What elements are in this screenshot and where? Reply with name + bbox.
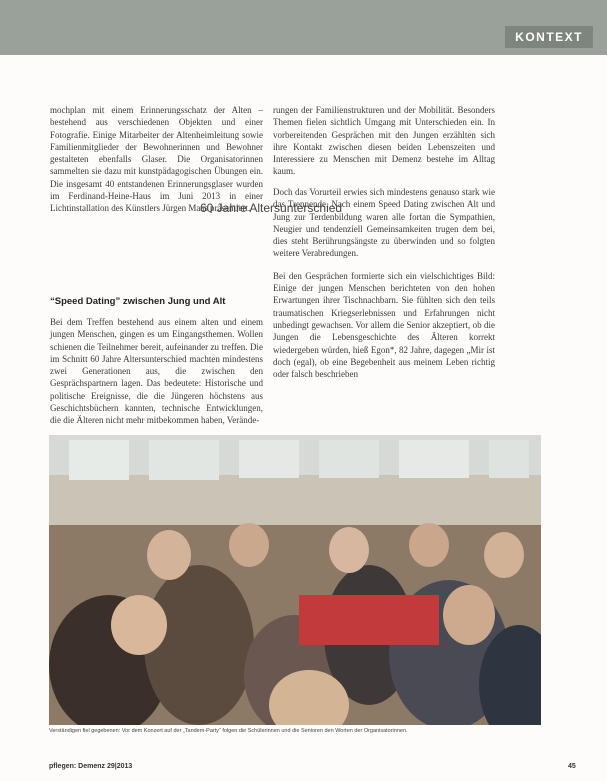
article-subheading: 60 Jahre Altersunterschied	[200, 201, 343, 215]
section-header-bar	[0, 0, 607, 55]
article-column-right-continued	[273, 186, 495, 390]
section-paragraph: Bei dem Treffen bestehend aus einem alten und einem jungen Menschen, gingen es um Eingangsthemen. Wollen schienen die Teilnehmer bereit, aufeinander zu treffen. Die im Schnitt 60 Jahre Altersunterschied machten mindestens zwei Generationen aus, die zwischen den Gesprächspartnern lagen. Das bedeutete: Historische und politische Ereignisse, die die Jüngeren höchstens aus Geschichtsbüchern kannten, technische Entwicklungen, die die Älteren nicht mehr mitbekommen haben, Verände-	[50, 317, 263, 426]
event-photo	[49, 435, 541, 725]
paragraph-2: Doch das Vorurteil erwies sich mindestens genauso stark wie das Trennende. Nach einem Speed Dating zwischen Alt und Jung zur Terdenbildung waren alle fortan die Sympathien, Neugier und tendenziell Gemeinsamkeiten trugen dem bei, dies steht Berührungsängste zu überwinden und so folgten weitere Verabredungen.	[273, 187, 495, 259]
photo-illustration	[49, 435, 541, 725]
article-column-left	[50, 104, 263, 215]
page-body	[0, 55, 607, 781]
section-heading: “Speed Dating” zwischen Jung und Alt	[50, 296, 226, 307]
article-intro: mochplan mit einem Erinnerungsschatz der Alten – bestehend aus verschiedenen Objekten und einer Fotografie. Einige Mitarbeiter der Altenheimleitung sowie Familienmitglieder der Bewohnerinnen und Bewohner gestalteten ebenfalls Glaser. Die Organisatorinnen sammelten sie dazu mit kunstpädagogischen Übungen ein. Die insgesamt 40 entstandenen Erinnerungsglaser wurden im Ferdinand-Heine-Haus im Juni 2013 in einer Lichtinstallation des Künstlers Jürgen Maas präsentiert.	[50, 105, 263, 214]
magazine-issue: pflegen: Demenz 29|2013	[49, 763, 133, 770]
paragraph-3: Bei den Gesprächen formierte sich ein vielschichtiges Bild: Einige der jungen Menschen berichteten von den hohen Erwartungen ihrer Tischnachbarn. Sie fühlten sich den teils traumatischen Kriegserlebnissen und Erfahrungen nicht unbedingt gewachsen. Vor allem die Senior akzeptiert, ob die Jungen die Lebensgeschichte des Älteren korrekt wiedergeben würden, hieß Egon*, 82 Jahre, dagegen „Mir ist doch (egal), ob eine Begebenheit aus meinem Leben richtig oder falsch beschrieben	[273, 270, 495, 380]
paragraph-1: rungen der Familienstrukturen und der Mobilität. Besonders Themen fielen sichtlich Umgang mit Unterschieden ein. In vorbereitenden Gesprächen mit den Jungen erzählten sich ihre Kontakt zwischen diesen beiden Lebenszeiten und Interessiere zu Menschen mit Demenz bestehe im Alltag kaum.	[273, 105, 495, 177]
article-column-right	[273, 104, 495, 188]
section-tab: KONTEXT	[505, 26, 593, 48]
photo-caption: Verständigen fiel gegebenen: Vor dem Konzert auf der „Tandem-Party“ folgen die Schülerinnen und die Senioren den Worten der Organisatorinnen.	[49, 728, 408, 734]
page-number: 45	[568, 763, 576, 770]
article-section-text	[50, 316, 263, 437]
